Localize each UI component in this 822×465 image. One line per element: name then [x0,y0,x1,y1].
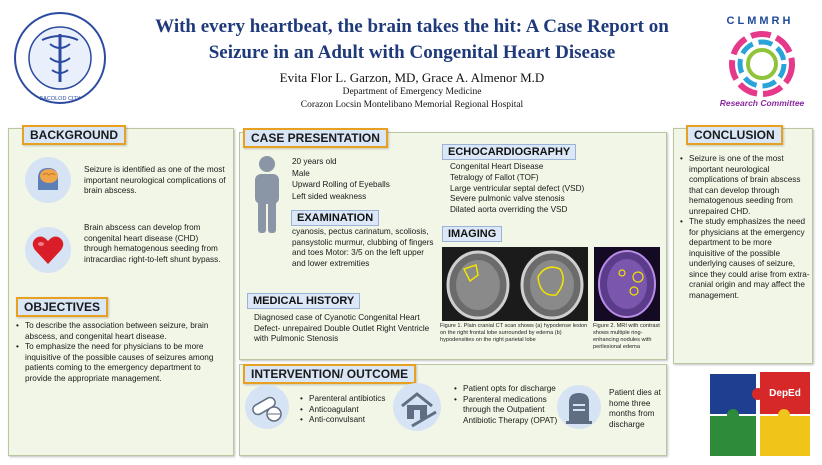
examination-text: cyanosis, pectus carinatum, scoliosis, pansystolic murmur, clubbing of fingers and toes Motor: 3/5 on the left upper and lower extremities [292,227,434,268]
pills-icon [244,384,290,435]
medication-item: • Anti-convulsant [309,415,388,426]
objective-item: • To describe the association between seizure, brain abscess, and congenital heart disease. [25,321,228,342]
left-logo-city: BACOLOD CITY [39,96,81,102]
echo-item: Dilated aorta overriding the VSD [450,205,568,215]
intervention-heading: INTERVENTION/ OUTCOME [243,364,416,384]
mri-image [594,247,660,326]
medical-history-heading: MEDICAL HISTORY [247,293,360,309]
medication-list [298,394,388,426]
discharge-list [452,384,562,426]
outcome-text: Patient dies at home three months from discharge [609,388,661,429]
patient-symptom: Upward Rolling of Eyeballs [292,180,390,189]
medication-item: • Anticoagulant [309,405,388,416]
patient-age: 20 years old [292,157,337,166]
research-committee-caption: Research Committee [719,98,805,108]
conclusion-list [678,154,810,301]
figure2-caption: Figure 2. MRI with contrast shows multiple ring-enhancing nodules with perilesional edema [593,323,660,350]
title-line2: Seizure in an Adult with Congenital Heart Disease [208,42,616,63]
patient-info [292,156,432,202]
echo-findings [450,162,660,216]
research-committee-logo [710,10,810,110]
echo-item: Severe pulmonic valve stenosis [450,194,565,204]
patient-sex: Male [292,168,310,178]
poster-title [118,14,706,66]
echocardiography-heading: ECHOCARDIOGRAPHY [442,144,576,160]
clmmrh-letters: CLMMRH [726,15,794,27]
discharge-item: • Patient opts for discharge [463,384,562,395]
medical-history-text: Diagnosed case of Cyanotic Congenital Heart Defect- unrepaired Double Outlet Right Ventricle with Pulmonic Stenosis [254,313,430,343]
ct-scan-image [442,247,588,326]
department: Department of Emergency Medicine [342,87,482,97]
patient-symptom: Left sided weakness [292,191,367,201]
conclusion-item: • Seizure is one of the most important neurological complications of brain abscess that can develop through hematogenous seeding from unrepaired CHD. [689,154,810,217]
case-presentation-heading: CASE PRESENTATION [243,128,388,148]
objective-item: • To emphasize the need for physicians to be more inquisitive of the possible causes of seizures among patients coming to the emergency department to provide the appropriate management. [25,342,228,384]
echo-item: Large ventricular septal defect (VSD) [450,183,585,193]
heart-icon [24,226,72,279]
background-p1: Seizure is identified as one of the most important neurological complications of brain abscess. [84,165,226,195]
person-icon [250,155,284,240]
figure1-caption: Figure 1. Plain cranial CT scan shows (a) hypodense lesion on the right frontal lobe surrounded by edema (b) hypodensities on the right parietal lobe [440,323,588,343]
partner-puzzle-logo [708,370,812,463]
authors: Evita Flor L. Garzon, MD, Grace A. Almenor M.D [279,70,545,85]
deped-text: DepEd [769,388,801,399]
discharge-item: • Parenteral medications through the Outpatient Antibiotic Therapy (OPAT) [463,395,562,427]
background-p2: Brain abscess can develop from congenital heart disease (CHD) through hematogenous seeding from intracardiac right-to-left shunt bypass. [84,223,221,264]
imaging-heading: IMAGING [442,226,502,242]
background-heading: BACKGROUND [22,125,126,145]
hospital-seal-logo [12,8,108,108]
examination-heading: EXAMINATION [291,210,379,226]
affiliation [118,86,706,112]
home-syringe-icon [392,382,442,437]
brain-icon [24,156,72,209]
echo-item: Tetralogy of Fallot (TOF) [450,172,539,182]
objectives-list [14,321,228,384]
title-line1: With every heartbeat, the brain takes the hit: A Case Report on [155,16,669,37]
conclusion-heading: CONCLUSION [686,125,783,145]
objectives-heading: OBJECTIVES [16,297,108,317]
medication-item: • Parenteral antibiotics [309,394,388,405]
tombstone-icon [556,384,602,435]
echo-item: Congenital Heart Disease [450,162,544,171]
conclusion-item: • The study emphasizes the need for physicians at the emergency department to be more inquisitive of the possible underlying causes of seizure, since they could arise from extra-cranial origin and may affect the management. [689,217,810,301]
hospital-name: Corazon Locsin Montelibano Memorial Regional Hospital [300,100,524,110]
